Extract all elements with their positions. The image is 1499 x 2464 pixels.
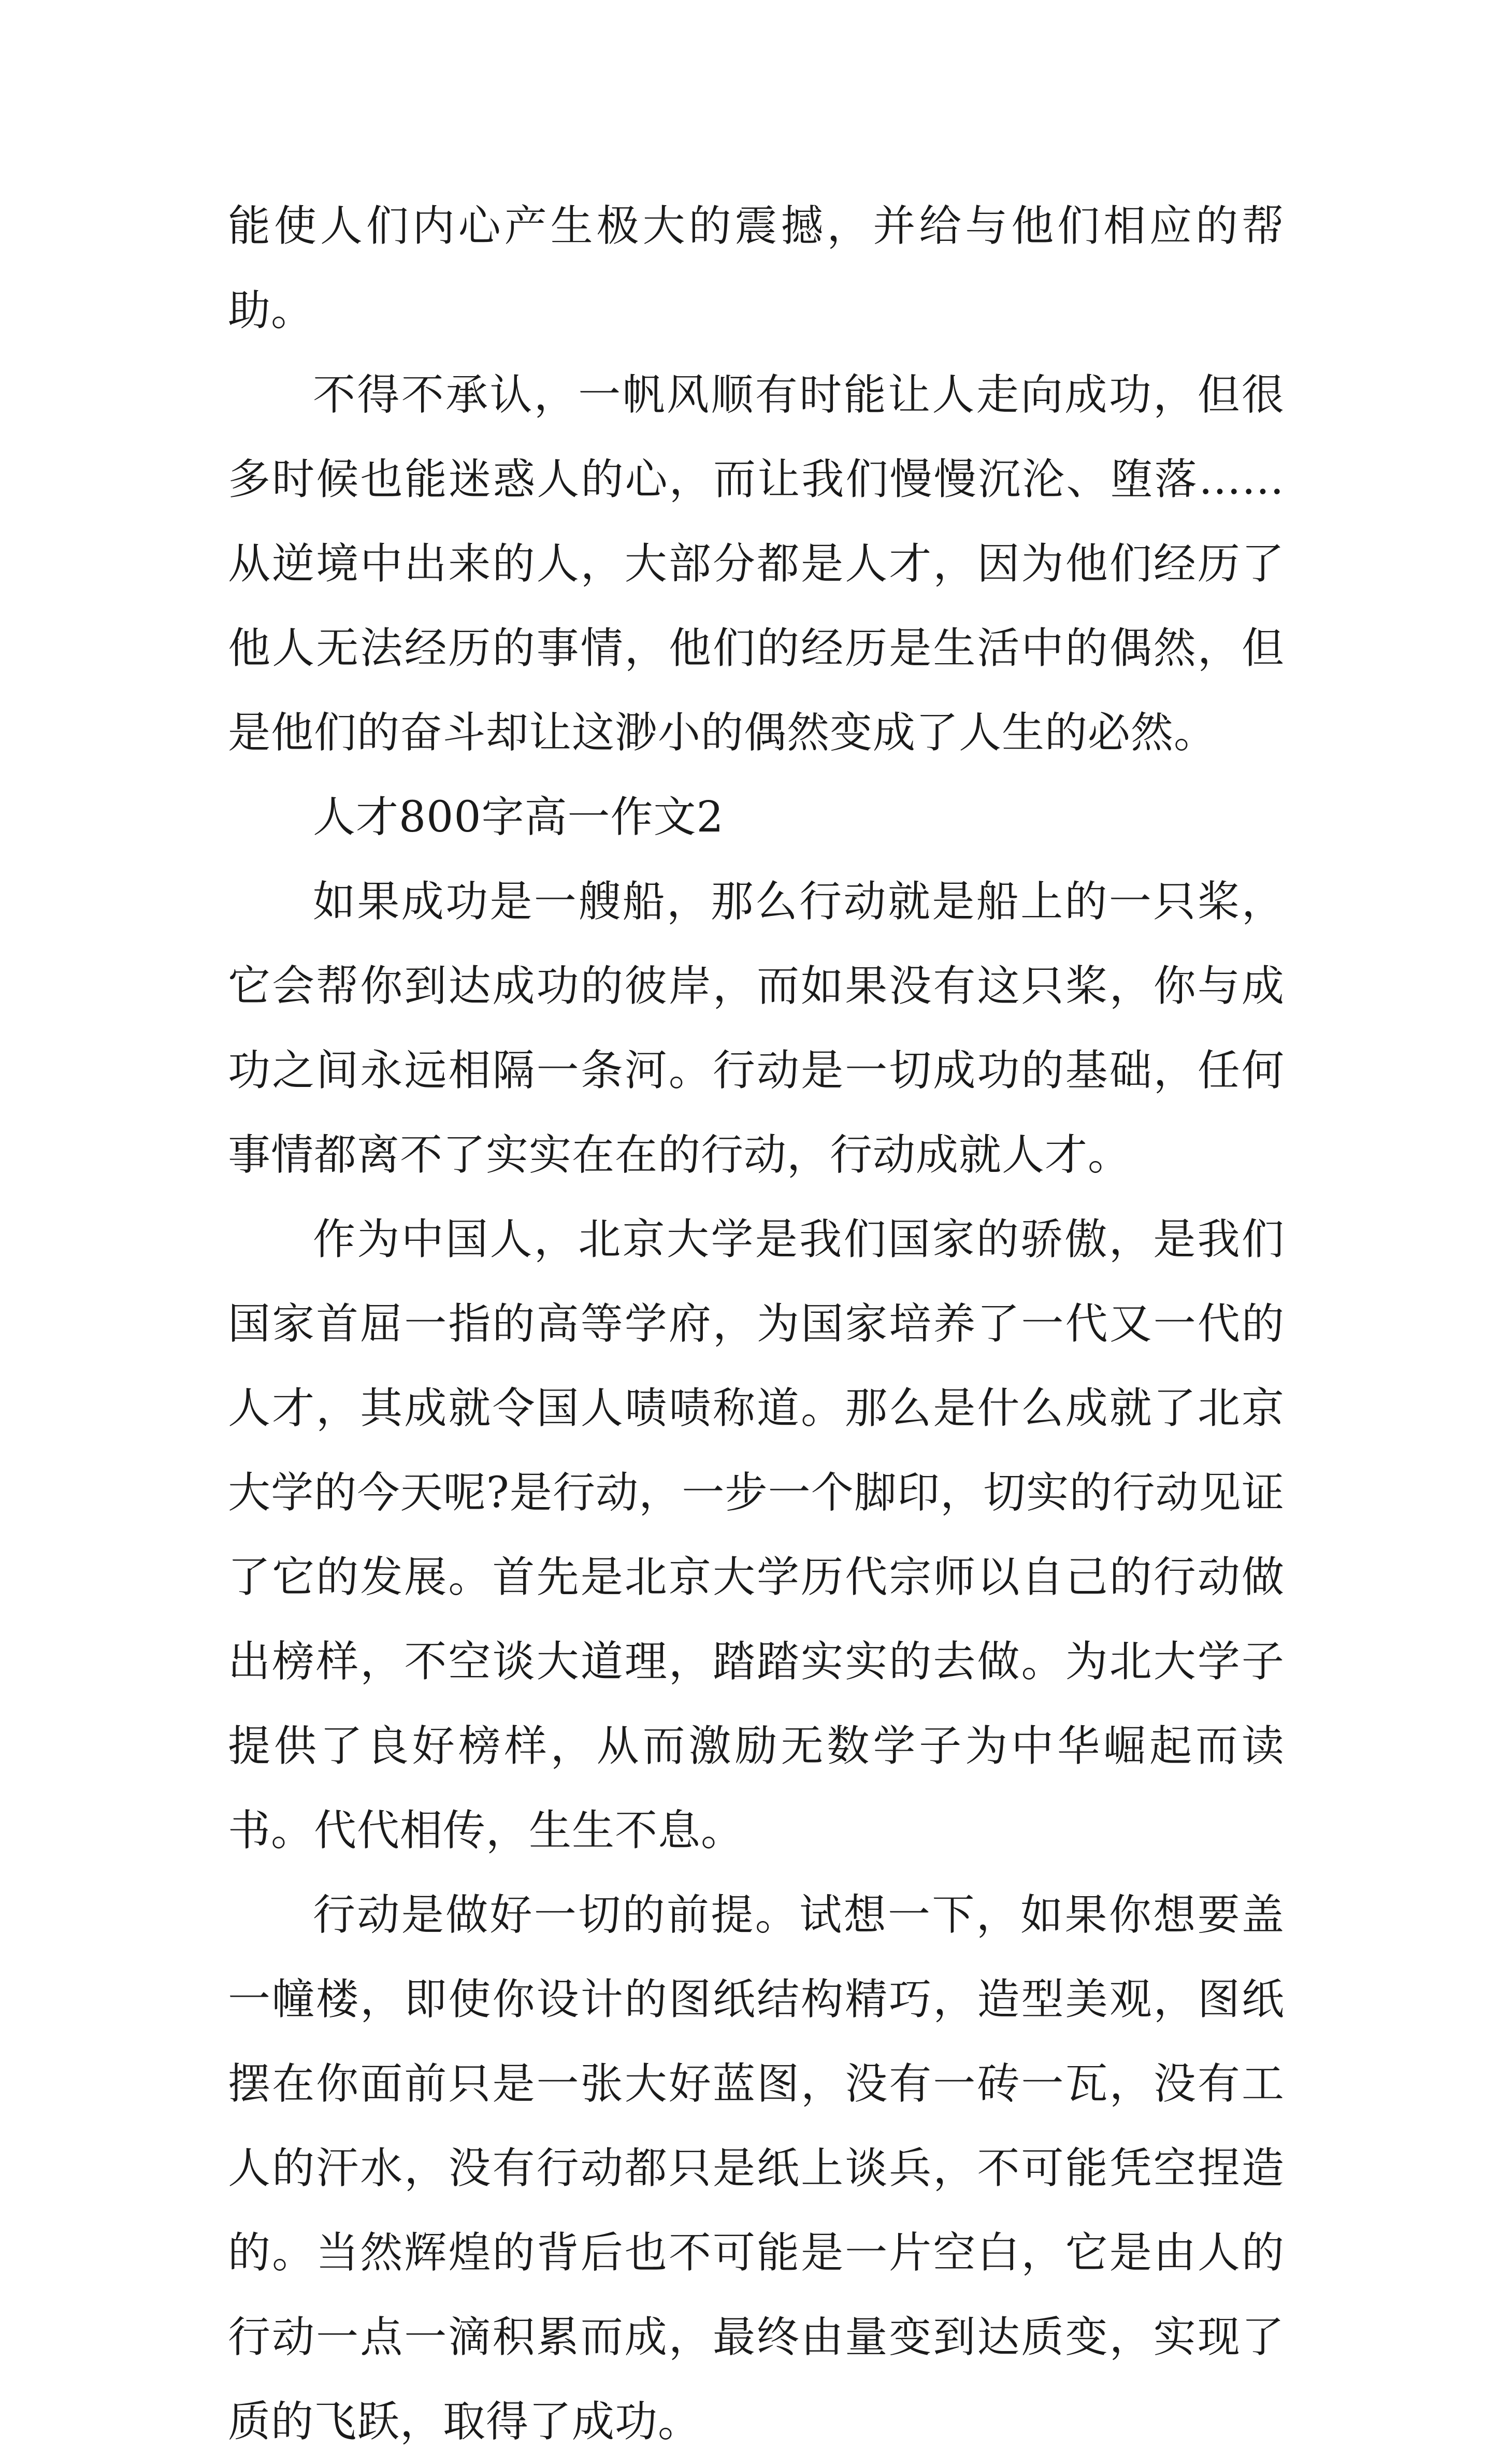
paragraph-peking-university: 作为中国人，北京大学是我们国家的骄傲，是我们国家首屈一指的高等学府，为国家培养了一代又一代的人才，其成就令国人啧啧称道。那么是什么成就了北京大学的今天呢?是行动，一步一个脚印，切实的行动见证了它的发展。首先是北京大学历代宗师以自己的行动做出榜样，不空谈大道理，踏踏实实的去做。为北大学子提供了良好榜样，从而激励无数学子为中华崛起而读书。代代相传，生生不息。 (228, 1215, 1285, 1855)
document-body (228, 184, 1285, 2464)
essay-heading: 人才800字高一作文2 (313, 793, 724, 842)
paragraph-action-premise: 行动是做好一切的前提。试想一下，如果你想要盖一幢楼，即使你设计的图纸结构精巧，造型美观，图纸摆在你面前只是一张大好蓝图，没有一砖一瓦，没有工人的汗水，没有行动都只是纸上谈兵，不可能凭空捏造的。当然辉煌的背后也不可能是一片空白，它是由人的行动一点一滴积累而成，最终由量变到达质变，实现了质的飞跃，取得了成功。 (228, 1890, 1285, 2446)
paragraph-action-boat: 如果成功是一艘船，那么行动就是船上的一只桨，它会帮你到达成功的彼岸，而如果没有这只桨，你与成功之间永远相隔一条河。行动是一切成功的基础，任何事情都离不了实实在在的行动，行动成就人才。 (228, 877, 1285, 1180)
paragraph-continuation: 能使人们内心产生极大的震撼，并给与他们相应的帮助。 (228, 202, 1285, 335)
paragraph-adversity: 不得不承认，一帆风顺有时能让人走向成功，但很多时候也能迷惑人的心，而让我们慢慢沉沦、堕落……从逆境中出来的人，大部分都是人才，因为他们经历了他人无法经历的事情，他们的经历是生活中的偶然，但是他们的奋斗却让这渺小的偶然变成了人生的必然。 (228, 370, 1285, 757)
